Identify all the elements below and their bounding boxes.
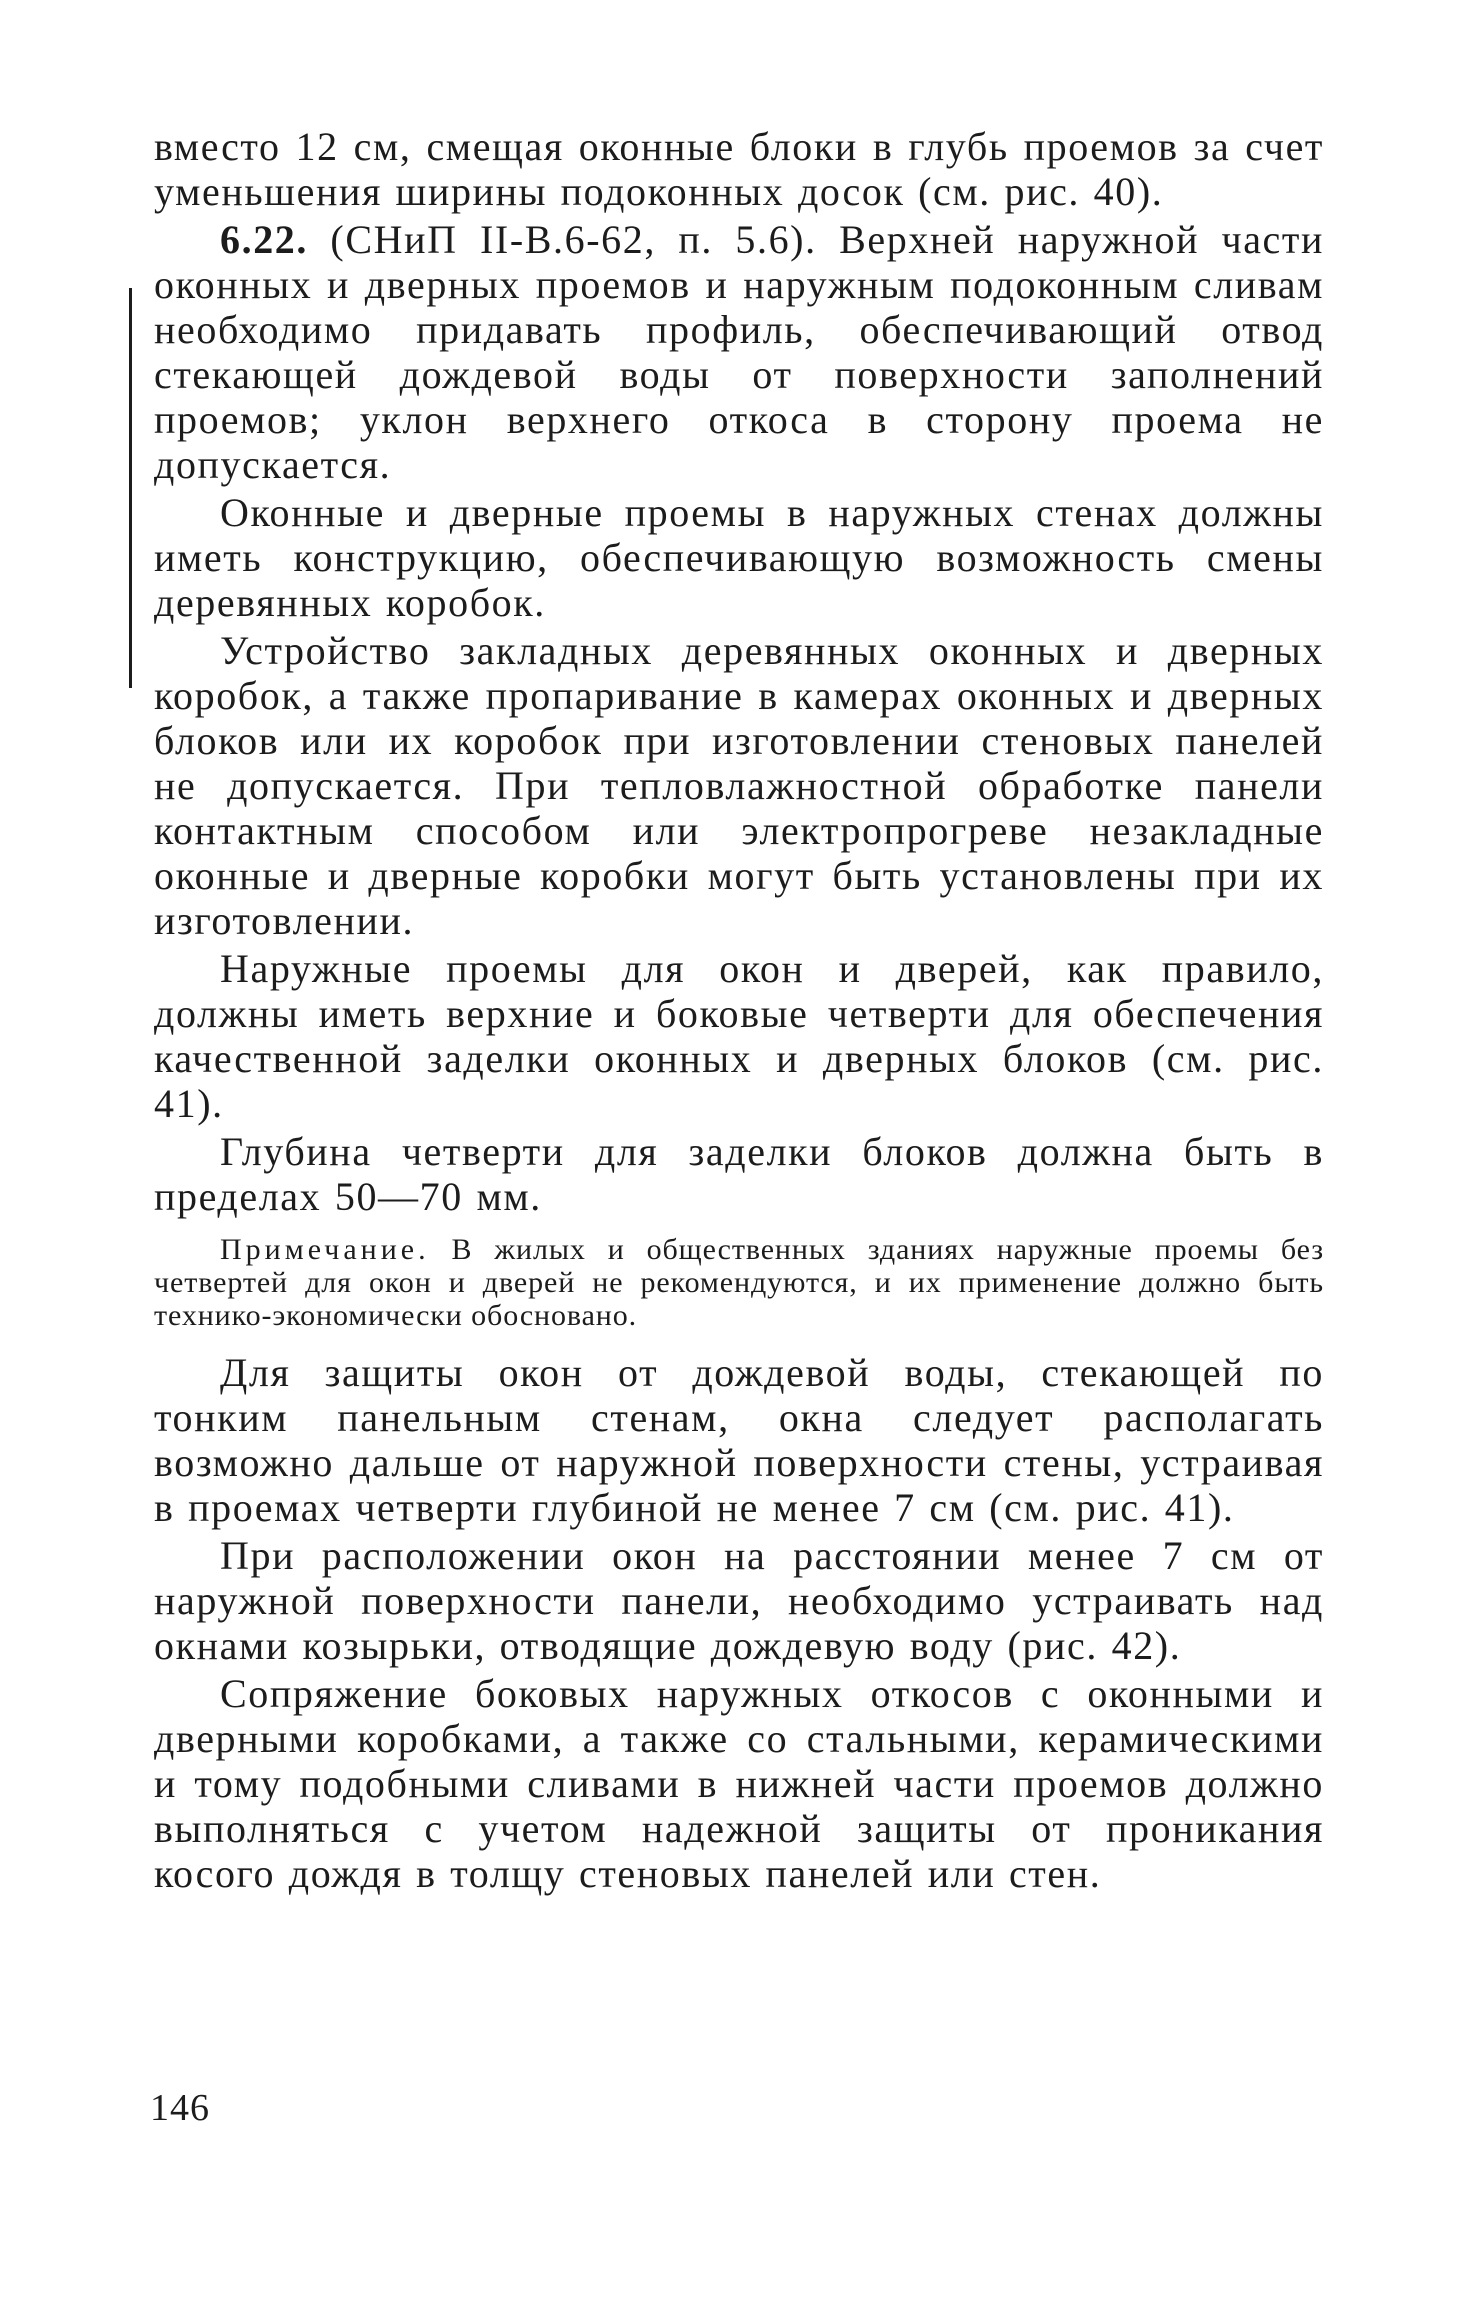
paragraph-canopies: При расположении окон на расстоянии менее 7 см от наружной поверхности панели, необходимо устраивать над окнами козырьки, отводящие дождевую воду (рис. 42). [154, 1533, 1324, 1668]
note-text: В жилых и общественных зданиях наружные проемы без четвертей для окон и дверей не рекомендуются, и их применение должно быть технико-экономически обосновано. [154, 1233, 1324, 1332]
section-text: (СНиП II-В.6-62, п. 5.6). Верхней наружной части оконных и дверных проемов и наружным подоконным сливам необходимо придавать профиль, обеспечивающий отвод стекающей дождевой воды от поверхности заполнений проемов; уклон верхнего откоса в сторону проема не допускается. [154, 217, 1324, 487]
paragraph-continuation: вместо 12 см, смещая оконные блоки в глубь проемов за счет уменьшения ширины подоконных досок (см. рис. 40). [154, 124, 1324, 214]
paragraph-rebate-depth: Глубина четверти для заделки блоков должна быть в пределах 50—70 мм. [154, 1129, 1324, 1219]
section-number: 6.22. [220, 217, 308, 262]
paragraph-openings-construction: Оконные и дверные проемы в наружных стенах должны иметь конструкцию, обеспечивающую возможность смены деревянных коробок. [154, 490, 1324, 625]
paragraph-rebates: Наружные проемы для окон и дверей, как правило, должны иметь верхние и боковые четверти для обеспечения качественной заделки оконных и дверных блоков (см. рис. 41). [154, 946, 1324, 1126]
paragraph-section-6-22 [154, 217, 1324, 487]
note-label: Примечание. [220, 1233, 430, 1266]
text-column [154, 124, 1324, 1896]
page-number: 146 [150, 2087, 210, 2129]
margin-change-bar [129, 288, 132, 688]
paragraph-side-reveals: Сопряжение боковых наружных откосов с оконными и дверными коробками, а также со стальными, керамическими и тому подобными сливами в нижней части проемов должно выполняться с учетом надежной защиты от проникания косого дождя в толщу стеновых панелей или стен. [154, 1671, 1324, 1896]
paragraph-embedded-frames: Устройство закладных деревянных оконных и дверных коробок, а также пропаривание в камерах оконных и дверных блоков или их коробок при изготовлении стеновых панелей не допускается. При тепловлажностной обработке панели контактным способом или электропрогреве незакладные оконные и дверные коробки могут быть установлены при их изготовлении. [154, 628, 1324, 943]
paragraph-rain-protection: Для защиты окон от дождевой воды, стекающей по тонким панельным стенам, окна следует располагать возможно дальше от наружной поверхности стены, устраивая в проемах четверти глубиной не менее 7 см (см. рис. 41). [154, 1350, 1324, 1530]
note-paragraph [154, 1233, 1324, 1332]
